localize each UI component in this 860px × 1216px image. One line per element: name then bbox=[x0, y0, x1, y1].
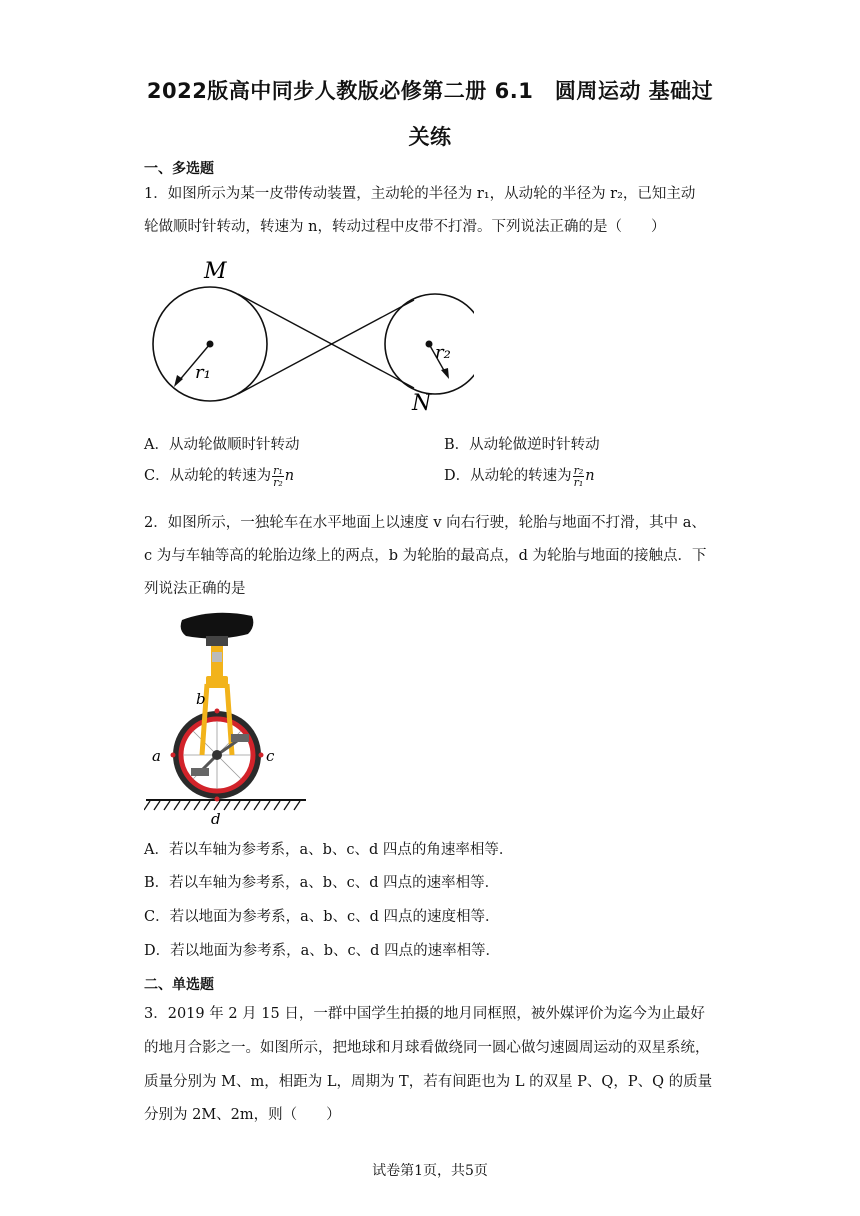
belt-drive-figure bbox=[144, 258, 474, 418]
page-footer: 试卷第1页，共5页 bbox=[372, 1163, 488, 1179]
q1-option-d bbox=[444, 464, 595, 488]
q2-option-d: D．若以地面为参考系，a、b、c、d 四点的速率相等． bbox=[144, 943, 501, 959]
page-title: 2022版高中同步人教版必修第二册 6.1 圆周运动 基础过 bbox=[146, 79, 714, 103]
section-heading-single: 二、单选题 bbox=[144, 977, 214, 993]
fraction-numerator: r₁ bbox=[273, 463, 283, 477]
fraction bbox=[272, 465, 284, 488]
symbol-n: n bbox=[284, 468, 295, 484]
q2-stem-line1: 2．如图所示，一独轮车在水平地面上以速度 v 向右行驶，轮胎与地面不打滑，其中 a、 bbox=[144, 515, 706, 531]
symbol-n: n bbox=[585, 468, 595, 484]
seat-post bbox=[211, 646, 223, 680]
label-m: M bbox=[204, 259, 227, 284]
label-n: N bbox=[412, 391, 432, 416]
fraction-numerator: r₂ bbox=[573, 463, 584, 477]
unicycle-figure bbox=[144, 606, 309, 828]
q2-option-b: B．若以车轴为参考系，a、b、c、d 四点的速率相等． bbox=[144, 875, 500, 891]
q1-option-d-text: D．从动轮的转速为 bbox=[444, 468, 572, 484]
fraction bbox=[573, 465, 585, 488]
label-c: c bbox=[266, 747, 275, 765]
q2-option-c: C．若以地面为参考系，a、b、c、d 四点的速度相等． bbox=[144, 909, 500, 925]
ground-hatching bbox=[144, 801, 300, 810]
q1-stem-line2: 轮做顺时针转动，转速为 n，转动过程中皮带不打滑。下列说法正确的是（ ） bbox=[144, 219, 666, 235]
q1-option-b: B．从动轮做逆时针转动 bbox=[444, 437, 600, 453]
point-c bbox=[259, 753, 264, 758]
q2-stem-line3: 列说法正确的是 bbox=[144, 581, 246, 597]
arrowhead-icon bbox=[441, 368, 449, 379]
q1-option-c-text: C．从动轮的转速为 bbox=[144, 468, 272, 484]
q1-option-a: A．从动轮做顺时针转动 bbox=[144, 437, 300, 453]
label-r1: r₁ bbox=[195, 362, 211, 383]
q1-stem-line1: 1．如图所示为某一皮带传动装置，主动轮的半径为 r₁，从动轮的半径为 r₂，已知主动 bbox=[144, 186, 696, 202]
q3-stem-line3: 质量分别为 M、m，相距为 L，周期为 T，若有间距也为 L 的双星 P、Q，P、Q 的质量 bbox=[144, 1074, 713, 1090]
section-heading-multi: 一、多选题 bbox=[144, 161, 214, 177]
point-a bbox=[171, 753, 176, 758]
pedal bbox=[191, 768, 209, 776]
q3-stem-line2: 的地月合影之一。如图所示，把地球和月球看做绕同一圆心做匀速圆周运动的双星系统， bbox=[144, 1040, 710, 1056]
label-b: b bbox=[196, 690, 206, 708]
saddle-base bbox=[206, 636, 228, 646]
page-title-continued: 关练 bbox=[408, 125, 452, 149]
q2-stem-line2: c 为与车轴等高的轮胎边缘上的两点，b 为轮胎的最高点，d 为轮胎与地面的接触点．下 bbox=[144, 548, 707, 564]
pedal bbox=[231, 734, 249, 742]
q2-option-a: A．若以车轴为参考系，a、b、c、d 四点的角速率相等． bbox=[144, 842, 514, 858]
q3-stem-line4: 分别为 2M、2m，则（ ） bbox=[144, 1107, 341, 1123]
point-b bbox=[215, 709, 220, 714]
fraction-denominator: r₁ bbox=[573, 475, 584, 489]
belt-segment bbox=[238, 300, 414, 394]
label-d: d bbox=[211, 810, 221, 828]
q1-option-c bbox=[144, 464, 294, 488]
label-a: a bbox=[152, 747, 161, 765]
q3-stem-line1: 3．2019 年 2 月 15 日，一群中国学生拍摄的地月同框照，被外媒评价为迄今为止最好 bbox=[144, 1006, 705, 1022]
saddle bbox=[181, 613, 254, 639]
seat-clamp bbox=[212, 652, 222, 662]
label-r2: r₂ bbox=[435, 342, 451, 363]
fraction-denominator: r₂ bbox=[273, 475, 283, 489]
belt-segment bbox=[238, 294, 414, 388]
hub bbox=[212, 750, 222, 760]
point-d bbox=[215, 797, 220, 802]
